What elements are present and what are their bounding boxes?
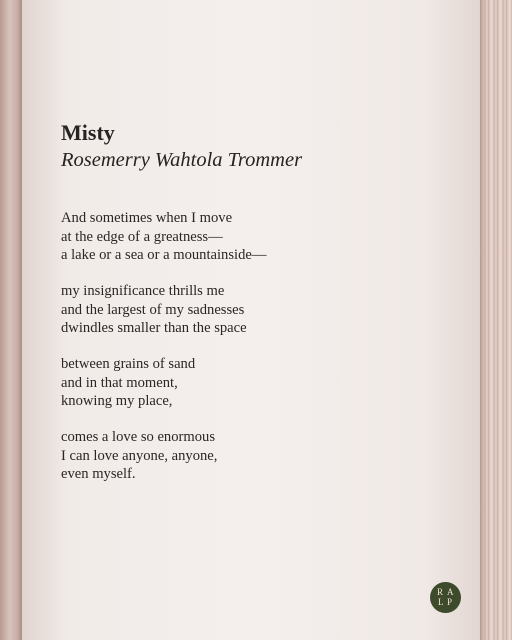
logo-letter: L bbox=[438, 597, 444, 607]
logo-letter: P bbox=[447, 597, 453, 607]
poem-line: comes a love so enormous bbox=[61, 429, 216, 445]
poem-line: between grains of sand bbox=[61, 356, 196, 372]
poem-line: and the largest of my sadnesses bbox=[61, 301, 245, 318]
poem-stanza bbox=[61, 355, 461, 411]
logo-letter: R bbox=[437, 587, 444, 597]
poem-stanza bbox=[61, 282, 461, 338]
publisher-logo-icon bbox=[430, 582, 461, 613]
poem-line: I can love anyone, anyone, bbox=[61, 447, 218, 464]
poem-author: Rosemerry Wahtola Trommer bbox=[61, 149, 303, 171]
poem-line: and in that moment, bbox=[61, 374, 178, 391]
poem-line: my insignificance thrills me bbox=[61, 283, 225, 299]
poem-line: dwindles smaller than the space bbox=[61, 320, 247, 336]
poem-line: knowing my place, bbox=[61, 393, 173, 409]
book-left-edge bbox=[0, 0, 22, 640]
poem-stanza bbox=[61, 209, 461, 265]
book-page-edges bbox=[480, 0, 512, 640]
poem-line: even myself. bbox=[61, 466, 136, 482]
poem-title: Misty bbox=[61, 120, 115, 145]
poem-stanza bbox=[61, 428, 461, 484]
logo-letter: A bbox=[447, 587, 454, 597]
poem-line: at the edge of a greatness— bbox=[61, 228, 223, 245]
poem-line: a lake or a sea or a mountainside— bbox=[61, 247, 267, 263]
poem-body bbox=[61, 209, 461, 501]
poem-line: And sometimes when I move bbox=[61, 210, 233, 226]
